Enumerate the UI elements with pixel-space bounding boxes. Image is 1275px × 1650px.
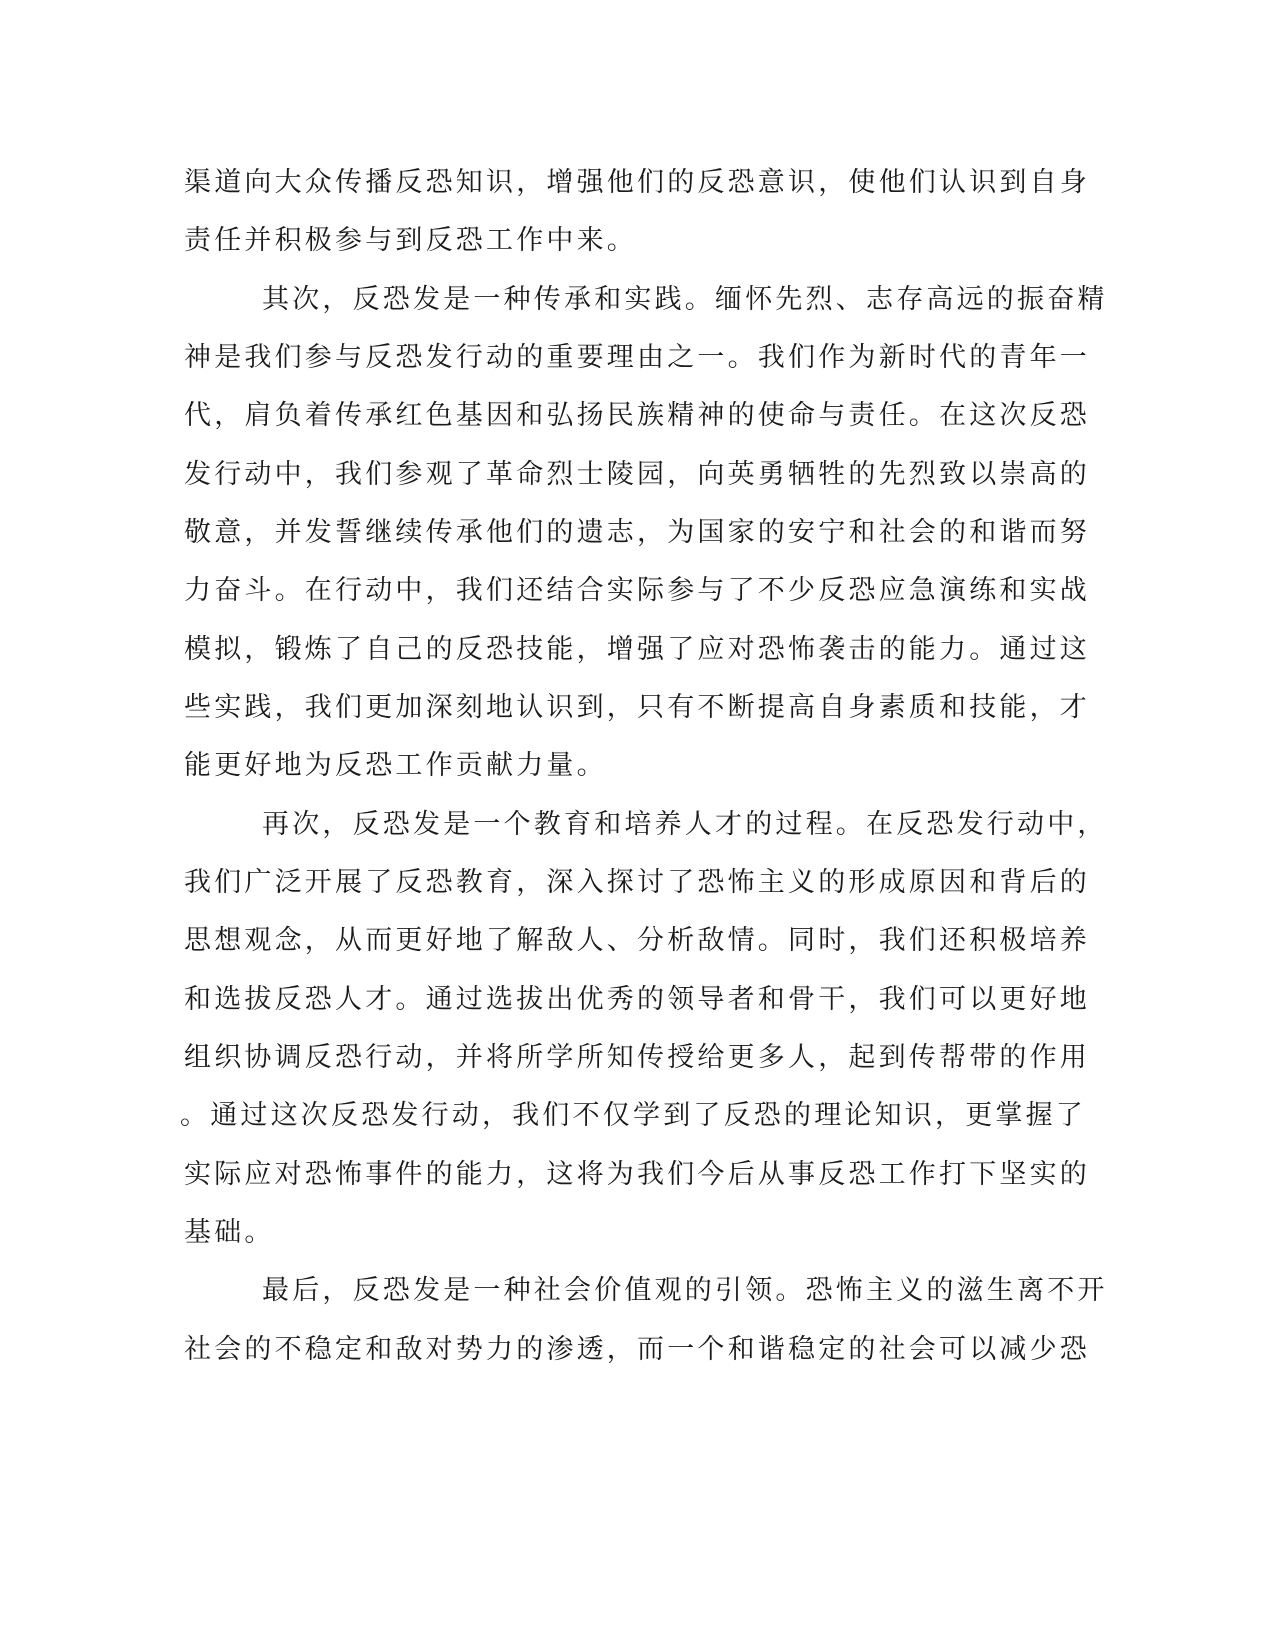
- text-line: 组织协调反恐行动，并将所学所知传授给更多人，起到传帮带的作用: [184, 1042, 1090, 1073]
- text-line: 些实践，我们更加深刻地认识到，只有不断提高自身素质和技能，才: [184, 692, 1090, 723]
- text-line: 。通过这次反恐发行动，我们不仅学到了反恐的理论知识，更掌握了: [180, 1100, 1086, 1131]
- text-line: 代，肩负着传承红色基因和弘扬民族精神的使命与责任。在这次反恐: [184, 400, 1090, 431]
- text-line: 思想观念，从而更好地了解敌人、分析敌情。同时，我们还积极培养: [184, 925, 1090, 956]
- paragraph-start-line: 再次，反恐发是一个教育和培养人才的过程。在反恐发行动中，: [262, 809, 1108, 840]
- text-line: 责任并积极参与到反恐工作中来。: [184, 225, 637, 256]
- text-line: 神是我们参与反恐发行动的重要理由之一。我们作为新时代的青年一: [184, 342, 1090, 373]
- paragraph-start-line: 其次，反恐发是一种传承和实践。缅怀先烈、志存高远的振奋精: [262, 284, 1108, 315]
- text-line: 我们广泛开展了反恐教育，深入探讨了恐怖主义的形成原因和背后的: [184, 867, 1090, 898]
- text-line: 基础。: [184, 1217, 275, 1248]
- text-line: 模拟，锻炼了自己的反恐技能，增强了应对恐怖袭击的能力。通过这: [184, 634, 1090, 665]
- text-line: 能更好地为反恐工作贡献力量。: [184, 750, 607, 781]
- text-line: 实际应对恐怖事件的能力，这将为我们今后从事反恐工作打下坚实的: [184, 1159, 1090, 1190]
- text-line: 和选拔反恐人才。通过选拔出优秀的领导者和骨干，我们可以更好地: [184, 984, 1090, 1015]
- text-line: 发行动中，我们参观了革命烈士陵园，向英勇牺牲的先烈致以崇高的: [184, 459, 1090, 490]
- text-line: 力奋斗。在行动中，我们还结合实际参与了不少反恐应急演练和实战: [184, 575, 1090, 606]
- paragraph-start-line: 最后，反恐发是一种社会价值观的引领。恐怖主义的滋生离不开: [262, 1275, 1108, 1306]
- text-line: 社会的不稳定和敌对势力的渗透，而一个和谐稳定的社会可以减少恐: [184, 1334, 1090, 1365]
- text-line: 敬意，并发誓继续传承他们的遗志，为国家的安宁和社会的和谐而努: [184, 517, 1090, 548]
- text-line: 渠道向大众传播反恐知识，增强他们的反恐意识，使他们认识到自身: [184, 167, 1090, 198]
